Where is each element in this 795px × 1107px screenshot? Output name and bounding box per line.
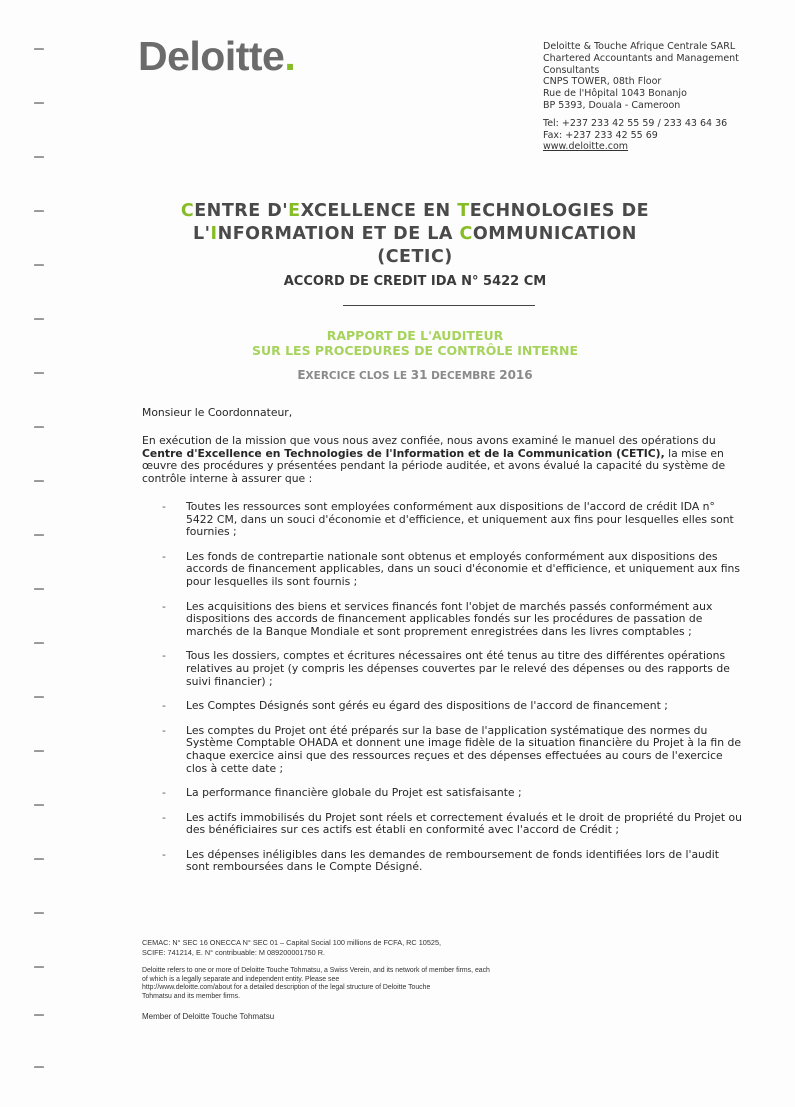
- company-address: [543, 41, 783, 153]
- website-link[interactable]: www.deloitte.com: [543, 141, 629, 153]
- list-item: - Les acquisitions des biens et services financés font l'objet de marchés passés conformément aux dispositions des accords de financement applicables fondés sur les procédures de passation de marchés de la Banque Mondiale et sont proprement enregistrées dans les livres comptables ;: [162, 599, 713, 638]
- intro-paragraph: En exécution de la mission que vous nous avez confiée, nous avons examiné le manuel des opérations du Centre d'Excellence en Technologies de l'Information et de la Communication (CETIC), la mise en œuvre des procédures y présentées pendant la période auditée, et avons évalué la capacité du système de contrôle interne à assurer que :: [142, 434, 726, 485]
- fax: Fax: +237 233 42 55 69: [543, 129, 658, 141]
- address-line: BP 5393, Douala - Cameroon: [543, 99, 681, 111]
- title-line-1: CENTRE D'EXCELLENCE EN TECHNOLOGIES DE: [180, 201, 650, 221]
- report-heading: [150, 328, 680, 358]
- list-item: - Les fonds de contrepartie nationale sont obtenus et employés conformément aux dispositions des accords de financement applicables, dans un souci d'économie et d'efficience, et uniquement aux fins pour lesquelles ils sont fournis ;: [162, 549, 740, 588]
- exercise-date: EXERCICE CLOS LE 31 DECEMBRE 2016: [297, 368, 533, 382]
- title-line-2: L'INFORMATION ET DE LA COMMUNICATION: [193, 224, 637, 244]
- credit-agreement-subtitle: ACCORD DE CREDIT IDA N° 5422 CM: [283, 274, 547, 289]
- list-item: - Les Comptes Désignés sont gérés eu égard des dispositions de l'accord de financement ;: [162, 699, 668, 713]
- report-heading-line-2: SUR LES PROCEDURES DE CONTRÔLE INTERNE: [251, 343, 579, 358]
- address-line: Consultants: [543, 64, 600, 76]
- logo-text: Deloitte: [138, 33, 285, 79]
- logo-dot: .: [284, 33, 296, 79]
- salutation: Monsieur le Coordonnateur,: [142, 406, 293, 419]
- legal-registration: CEMAC: N° SEC 16 ONECCA N° SEC 01 – Capital Social 100 millions de FCFA, RC 10525, SCIFE: 741214, E. N° contribuable: M 089200001750 R.: [142, 938, 442, 957]
- address-line: CNPS TOWER, 08th Floor: [543, 76, 662, 88]
- telephone: Tel: +237 233 42 55 59 / 233 43 64 36: [543, 117, 728, 129]
- binder-holes: [28, 0, 50, 1107]
- report-heading-line-1: RAPPORT DE L'AUDITEUR: [326, 328, 504, 343]
- title-line-3: (CETIC): [377, 247, 453, 267]
- address-line: Rue de l'Hôpital 1043 Bonanjo: [543, 88, 687, 100]
- document-title: [150, 200, 680, 269]
- address-line: Deloitte & Touche Afrique Centrale SARL: [543, 41, 736, 52]
- list-item: - Toutes les ressources sont employées conformément aux dispositions de l'accord de crédit IDA n° 5422 CM, dans un souci d'économie et d'efficience, et uniquement aux fins pour lesquelles elles sont fournies ;: [162, 500, 734, 539]
- address-line: Chartered Accountants and Management: [543, 52, 739, 64]
- assertion-list: [142, 501, 742, 886]
- list-item: - La performance financière globale du Projet est satisfaisante ;: [162, 786, 522, 800]
- list-item: - Les comptes du Projet ont été préparés sur la base de l'application systématique des normes du Système Comptable OHADA et donnent une image fidèle de la situation financière du Projet à la fin de chaque exercice ainsi que des ressources reçues et des dépenses effectuées au cours de l'exercice clos à cette date ;: [162, 723, 741, 775]
- list-item: - Tous les dossiers, comptes et écritures nécessaires ont été tenus au titre des différentes opérations relatives au projet (y compris les dépenses couvertes par le relevé des dépenses ou des rapports de suivi financier) ;: [162, 649, 730, 688]
- deloitte-logo: [138, 33, 295, 80]
- list-item: - Les dépenses inéligibles dans les demandes de remboursement de fonds identifiées lors de l'audit sont remboursées dans le Compte Désigné.: [162, 847, 719, 874]
- list-item: - Les actifs immobilisés du Projet sont réels et correctement évalués et le droit de propriété du Projet ou des bénéficiaires sur ces actifs est établi en conformité avec l'accord de Crédit ;: [162, 810, 743, 837]
- member-statement: Member of Deloitte Touche Tohmatsu: [142, 1012, 275, 1021]
- divider: [343, 305, 535, 306]
- legal-disclaimer: Deloitte refers to one or more of Deloitte Touche Tohmatsu, a Swiss Verein, and its network of member firms, each of which is a legally separate and independent entity. Please see http://www.deloitte.com/about for a detailed description of the legal structure of Deloitte Touche Tohmatsu and its member firms.: [142, 967, 490, 1000]
